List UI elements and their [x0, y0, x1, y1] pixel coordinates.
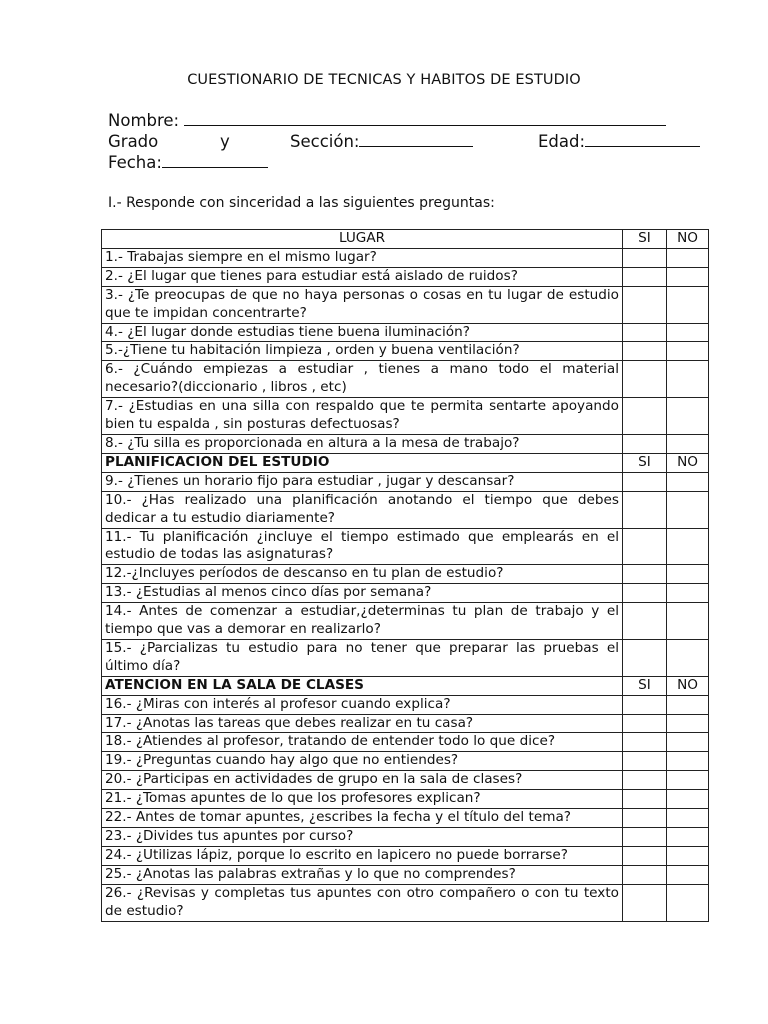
- question-row: [102, 398, 709, 435]
- si-answer-cell[interactable]: [623, 603, 667, 640]
- question-text: 10.- ¿Has realizado una planificación anotando el tiempo que debes dedicar a tu estudio diariamente?: [102, 491, 623, 528]
- no-answer-cell[interactable]: [667, 809, 709, 828]
- question-text: 4.- ¿El lugar donde estudias tiene buena iluminación?: [102, 323, 623, 342]
- section-header-row: [102, 676, 709, 695]
- question-text: 16.- ¿Miras con interés al profesor cuando explica?: [102, 695, 623, 714]
- si-answer-cell[interactable]: [623, 361, 667, 398]
- question-text: 22.- Antes de tomar apuntes, ¿escribes la fecha y el título del tema?: [102, 809, 623, 828]
- no-column-header: NO: [667, 230, 709, 249]
- edad-field: [538, 132, 700, 151]
- question-row: [102, 286, 709, 323]
- edad-label: Edad:: [538, 132, 586, 151]
- si-answer-cell[interactable]: [623, 733, 667, 752]
- fecha-row: [108, 153, 268, 172]
- question-text: 19.- ¿Preguntas cuando hay algo que no entiendes?: [102, 752, 623, 771]
- question-text: 24.- ¿Utilizas lápiz, porque lo escrito en lapicero no puede borrarse?: [102, 846, 623, 865]
- no-answer-cell[interactable]: [667, 528, 709, 565]
- question-text: 20.- ¿Participas en actividades de grupo en la sala de clases?: [102, 771, 623, 790]
- question-text: 17.- ¿Anotas las tareas que debes realizar en tu casa?: [102, 714, 623, 733]
- question-row: [102, 846, 709, 865]
- no-answer-cell[interactable]: [667, 733, 709, 752]
- question-text: 7.- ¿Estudias en una silla con respaldo que te permita sentarte apoyando bien tu espalda , sin posturas defectuosas?: [102, 398, 623, 435]
- question-row: [102, 528, 709, 565]
- question-row: [102, 565, 709, 584]
- no-answer-cell[interactable]: [667, 695, 709, 714]
- no-answer-cell[interactable]: [667, 565, 709, 584]
- page-title: CUESTIONARIO DE TECNICAS Y HABITOS DE ESTUDIO: [187, 72, 581, 88]
- nombre-label: Nombre:: [108, 111, 180, 130]
- seccion-field: [290, 132, 473, 151]
- no-answer-cell[interactable]: [667, 639, 709, 676]
- si-column-header: SI: [623, 230, 667, 249]
- question-row: [102, 491, 709, 528]
- si-column-header: SI: [623, 453, 667, 472]
- question-text: 11.- Tu planificación ¿incluye el tiempo estimado que emplearás en el estudio de todas las asignaturas?: [102, 528, 623, 565]
- no-answer-cell[interactable]: [667, 790, 709, 809]
- si-answer-cell[interactable]: [623, 865, 667, 884]
- instruction-text: I.- Responde con sinceridad a las siguientes preguntas:: [108, 195, 495, 211]
- grado-label: Grado: [108, 132, 159, 151]
- nombre-blank[interactable]: [184, 111, 666, 126]
- section-title: PLANIFICACION DEL ESTUDIO: [102, 453, 623, 472]
- question-row: [102, 267, 709, 286]
- question-row: [102, 342, 709, 361]
- si-answer-cell[interactable]: [623, 846, 667, 865]
- question-text: 6.- ¿Cuándo empiezas a estudiar , tienes a mano todo el material necesario?(diccionario , libros , etc): [102, 361, 623, 398]
- question-text: 14.- Antes de comenzar a estudiar,¿determinas tu plan de trabajo y el tiempo que vas a demorar en realizarlo?: [102, 603, 623, 640]
- si-answer-cell[interactable]: [623, 528, 667, 565]
- question-row: [102, 809, 709, 828]
- question-row: [102, 639, 709, 676]
- question-row: [102, 771, 709, 790]
- si-answer-cell[interactable]: [623, 286, 667, 323]
- question-text: 5.-¿Tiene tu habitación limpieza , orden y buena ventilación?: [102, 342, 623, 361]
- section-header-row: [102, 453, 709, 472]
- question-row: [102, 790, 709, 809]
- no-column-header: NO: [667, 676, 709, 695]
- no-answer-cell[interactable]: [667, 752, 709, 771]
- si-answer-cell[interactable]: [623, 714, 667, 733]
- question-text: 8.- ¿Tu silla es proporcionada en altura a la mesa de trabajo?: [102, 434, 623, 453]
- question-text: 21.- ¿Tomas apuntes de lo que los profesores explican?: [102, 790, 623, 809]
- no-answer-cell[interactable]: [667, 286, 709, 323]
- question-row: [102, 884, 709, 921]
- no-answer-cell[interactable]: [667, 771, 709, 790]
- section-title: ATENCION EN LA SALA DE CLASES: [102, 676, 623, 695]
- questions-table: [101, 229, 709, 922]
- no-answer-cell[interactable]: [667, 828, 709, 847]
- si-answer-cell[interactable]: [623, 771, 667, 790]
- no-answer-cell[interactable]: [667, 267, 709, 286]
- question-text: 15.- ¿Parcializas tu estudio para no tener que preparar las pruebas el último día?: [102, 639, 623, 676]
- si-answer-cell[interactable]: [623, 491, 667, 528]
- question-text: 1.- Trabajas siempre en el mismo lugar?: [102, 248, 623, 267]
- question-text: 3.- ¿Te preocupas de que no haya personas o cosas en tu lugar de estudio que te impidan concentrarte?: [102, 286, 623, 323]
- question-text: 9.- ¿Tienes un horario fijo para estudiar , jugar y descansar?: [102, 472, 623, 491]
- no-answer-cell[interactable]: [667, 846, 709, 865]
- question-text: 26.- ¿Revisas y completas tus apuntes con otro compañero o con tu texto de estudio?: [102, 884, 623, 921]
- si-answer-cell[interactable]: [623, 584, 667, 603]
- si-answer-cell[interactable]: [623, 398, 667, 435]
- question-row: [102, 472, 709, 491]
- si-answer-cell[interactable]: [623, 434, 667, 453]
- no-answer-cell[interactable]: [667, 491, 709, 528]
- si-answer-cell[interactable]: [623, 695, 667, 714]
- no-answer-cell[interactable]: [667, 323, 709, 342]
- si-answer-cell[interactable]: [623, 809, 667, 828]
- y-label: y: [220, 132, 230, 151]
- no-answer-cell[interactable]: [667, 361, 709, 398]
- no-answer-cell[interactable]: [667, 398, 709, 435]
- question-row: [102, 733, 709, 752]
- seccion-label: Sección:: [290, 132, 360, 151]
- no-answer-cell[interactable]: [667, 472, 709, 491]
- question-text: 13.- ¿Estudias al menos cinco días por semana?: [102, 584, 623, 603]
- section-title: LUGAR: [102, 230, 623, 249]
- section-header-row: [102, 230, 709, 249]
- no-answer-cell[interactable]: [667, 248, 709, 267]
- question-row: [102, 248, 709, 267]
- si-answer-cell[interactable]: [623, 565, 667, 584]
- si-answer-cell[interactable]: [623, 342, 667, 361]
- seccion-blank[interactable]: [359, 132, 473, 147]
- question-row: [102, 603, 709, 640]
- si-answer-cell[interactable]: [623, 790, 667, 809]
- question-row: [102, 695, 709, 714]
- fecha-label: Fecha:: [108, 153, 162, 172]
- si-column-header: SI: [623, 676, 667, 695]
- no-answer-cell[interactable]: [667, 884, 709, 921]
- si-answer-cell[interactable]: [623, 248, 667, 267]
- question-text: 2.- ¿El lugar que tienes para estudiar está aislado de ruidos?: [102, 267, 623, 286]
- question-row: [102, 828, 709, 847]
- edad-blank[interactable]: [585, 132, 700, 147]
- question-row: [102, 584, 709, 603]
- question-row: [102, 714, 709, 733]
- no-answer-cell[interactable]: [667, 584, 709, 603]
- nombre-row: [108, 111, 666, 130]
- si-answer-cell[interactable]: [623, 884, 667, 921]
- no-answer-cell[interactable]: [667, 714, 709, 733]
- no-answer-cell[interactable]: [667, 342, 709, 361]
- question-row: [102, 434, 709, 453]
- question-text: 25.- ¿Anotas las palabras extrañas y lo que no comprendes?: [102, 865, 623, 884]
- question-text: 12.-¿Incluyes períodos de descanso en tu plan de estudio?: [102, 565, 623, 584]
- no-column-header: NO: [667, 453, 709, 472]
- question-row: [102, 323, 709, 342]
- question-row: [102, 865, 709, 884]
- no-answer-cell[interactable]: [667, 603, 709, 640]
- si-answer-cell[interactable]: [623, 472, 667, 491]
- question-row: [102, 752, 709, 771]
- si-answer-cell[interactable]: [623, 639, 667, 676]
- no-answer-cell[interactable]: [667, 434, 709, 453]
- question-row: [102, 361, 709, 398]
- question-text: 18.- ¿Atiendes al profesor, tratando de entender todo lo que dice?: [102, 733, 623, 752]
- question-text: 23.- ¿Divides tus apuntes por curso?: [102, 828, 623, 847]
- no-answer-cell[interactable]: [667, 865, 709, 884]
- fecha-blank[interactable]: [162, 153, 268, 168]
- si-answer-cell[interactable]: [623, 752, 667, 771]
- si-answer-cell[interactable]: [623, 323, 667, 342]
- si-answer-cell[interactable]: [623, 828, 667, 847]
- si-answer-cell[interactable]: [623, 267, 667, 286]
